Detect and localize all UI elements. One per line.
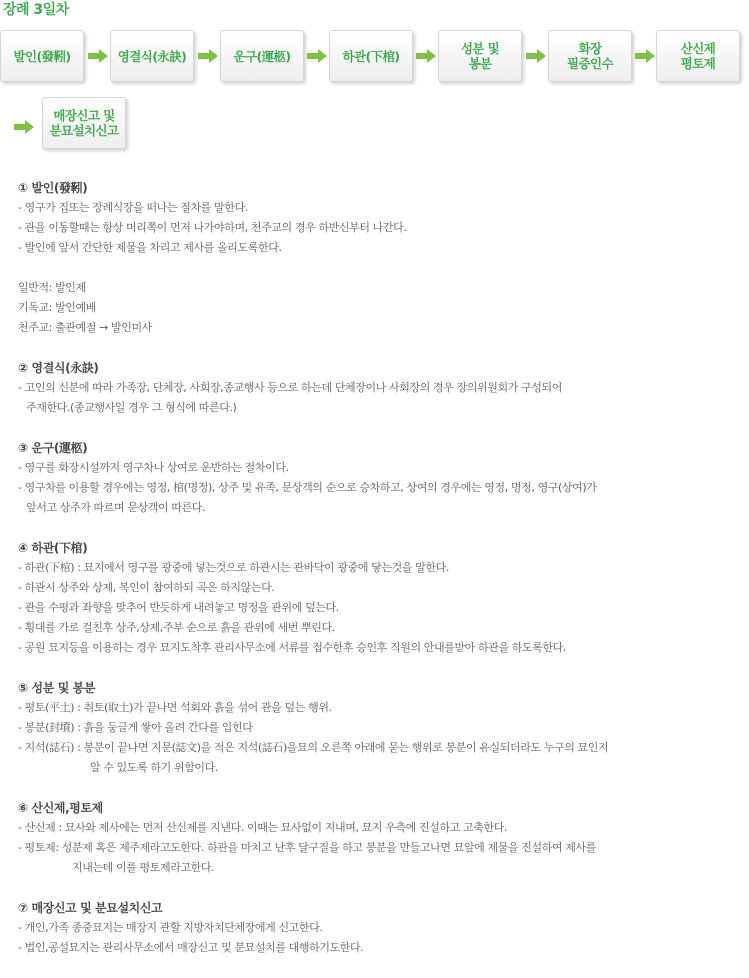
right-arrow-icon xyxy=(307,49,327,63)
text-line: - 관을 이동할때는 항상 머리쪽이 먼저 나가야하며, 천주교의 경우 하반신부터 나간다. xyxy=(18,221,407,234)
flow-step-ungu: 운구(運柩) xyxy=(220,30,304,82)
right-arrow-icon xyxy=(416,49,436,63)
flow-step-hwajang: 화장 필증인수 xyxy=(548,30,632,82)
text-line: - 발인에 앞서 간단한 제물을 차리고 제사를 올리도록한다. xyxy=(18,241,282,254)
flow-step-yeonggyeolsik: 영결식(永訣) xyxy=(110,30,194,82)
section-title: ⑦ 매장신고 및 분묘설치신고 xyxy=(18,901,163,915)
text-line: - 산신제 : 묘사와 제사에는 먼저 산신제를 지낸다. 이때는 묘사없이 지내며, 묘지 우측에 진설하고 고축한다. xyxy=(18,821,508,834)
text-line: - 개인,가족 종중묘지는 매장지 관할 지방자치단체장에게 신고한다. xyxy=(18,921,323,934)
page-title: 장례 3일차 xyxy=(3,2,69,18)
text-line: - 법인,공설묘지는 관리사무소에서 매장신고 및 분묘설치를 대행하기도한다. xyxy=(18,941,364,954)
text-line: - 영구가 집또는 장례식장을 떠나는 절차를 말한다. xyxy=(18,201,248,214)
section-seongbun xyxy=(18,678,743,778)
section-title: ③ 운구(運柩) xyxy=(18,441,88,455)
flow-step-seongbun: 성분 및 봉분 xyxy=(438,30,522,82)
right-arrow-icon xyxy=(526,49,546,63)
section-title: ⑥ 산신제,평토제 xyxy=(18,801,103,815)
text-line: - 고인의 신분에 따라 가족장, 단체장, 사회장,종교행사 등으로 하는데 단체장이나 사회장의 경우 장의위원회가 구성되어 xyxy=(18,381,562,394)
text-line: 지내는데 이를 평토제라고한다. xyxy=(72,861,215,874)
text-line: - 하관시 상주와 상제, 복인이 참여하되 곡은 하지않는다. xyxy=(18,581,275,594)
content-body xyxy=(18,178,743,978)
text-line: 일반적: 발인제 xyxy=(18,281,86,294)
text-line: 천주교: 출관예절 → 발인미사 xyxy=(18,321,152,334)
text-line: - 관을 수평과 좌향을 맞추어 반듯하게 내려놓고 명정을 관위에 덮는다. xyxy=(18,601,339,614)
text-line: 주재한다.(종교행사일 경우 그 형식에 따른다.) xyxy=(26,401,237,414)
section-title: ① 발인(發靷) xyxy=(18,181,88,195)
right-arrow-icon xyxy=(14,120,34,134)
section-balin xyxy=(18,178,743,338)
text-line: 앞서고 상주가 따르며 문상객이 따른다. xyxy=(26,501,206,514)
text-line: - 횡대를 가로 걸친후 상주,상제,주부 순으로 흙을 관위에 세번 뿌린다. xyxy=(18,621,335,634)
section-title: ④ 하관(下棺) xyxy=(18,541,88,555)
flow-step-hagwan: 하관(下棺) xyxy=(329,30,413,82)
text-line: - 영구차를 이용할 경우에는 영정, 棺(명정), 상주 및 유족, 문상객의 순으로 승차하고, 상여의 경우에는 영정, 명정, 영구(상여)가 xyxy=(18,481,597,494)
right-arrow-icon xyxy=(88,49,108,63)
text-line: - 영구를 화장시설까지 영구차나 상여로 운반하는 절차이다. xyxy=(18,461,289,474)
text-line: - 공원 묘지등을 이용하는 경우 묘지도착후 관리사무소에 서류를 접수한후 승인후 직원의 안내를받아 하관을 하도록한다. xyxy=(18,641,566,654)
section-maejang xyxy=(18,898,743,958)
text-line: - 봉분(封墳) : 흙을 둥글게 쌓아 올려 간다를 입힌다 xyxy=(18,721,253,734)
text-line: - 하관(下棺) : 묘지에서 영구를 광중에 넣는것으로 하관시는 관바닥이 광중에 닿는것을 말한다. xyxy=(18,561,449,574)
right-arrow-icon xyxy=(198,49,218,63)
text-line: - 지석(誌石) : 봉분이 끝나면 지문(誌文)을 적은 지석(誌石)을묘의 오른쪽 아래에 묻는 행위로 봉분이 유실되더라도 누구의 묘인지 xyxy=(18,741,609,754)
text-line: 기독교: 발인예배 xyxy=(18,301,96,314)
section-title: ② 영결식(永訣) xyxy=(18,361,99,375)
section-hagwan xyxy=(18,538,743,658)
flow-step-balin: 발인(發靷) xyxy=(0,30,84,82)
flow-step-sansinje: 산신제 평토제 xyxy=(656,30,740,82)
right-arrow-icon xyxy=(635,49,655,63)
section-sansinje xyxy=(18,798,743,878)
flow-step-maejang-singo: 매장신고 및 분묘설치신고 xyxy=(42,97,126,149)
section-ungu xyxy=(18,438,743,518)
section-yeonggyeolsik xyxy=(18,358,743,418)
text-line: - 평토제: 성분제 혹은 제주제라고도한다. 하관을 마치고 난후 달구질을 하고 봉분을 만들고나면 묘앞에 제물을 진설하여 제사를 xyxy=(18,841,596,854)
text-line: 알 수 있도록 하기 위함이다. xyxy=(90,761,218,774)
section-title: ⑤ 성분 및 봉분 xyxy=(18,681,96,695)
text-line: - 평토(平土) : 취토(取土)가 끝나면 석회와 흙을 섞어 관을 덮는 행위. xyxy=(18,701,332,714)
